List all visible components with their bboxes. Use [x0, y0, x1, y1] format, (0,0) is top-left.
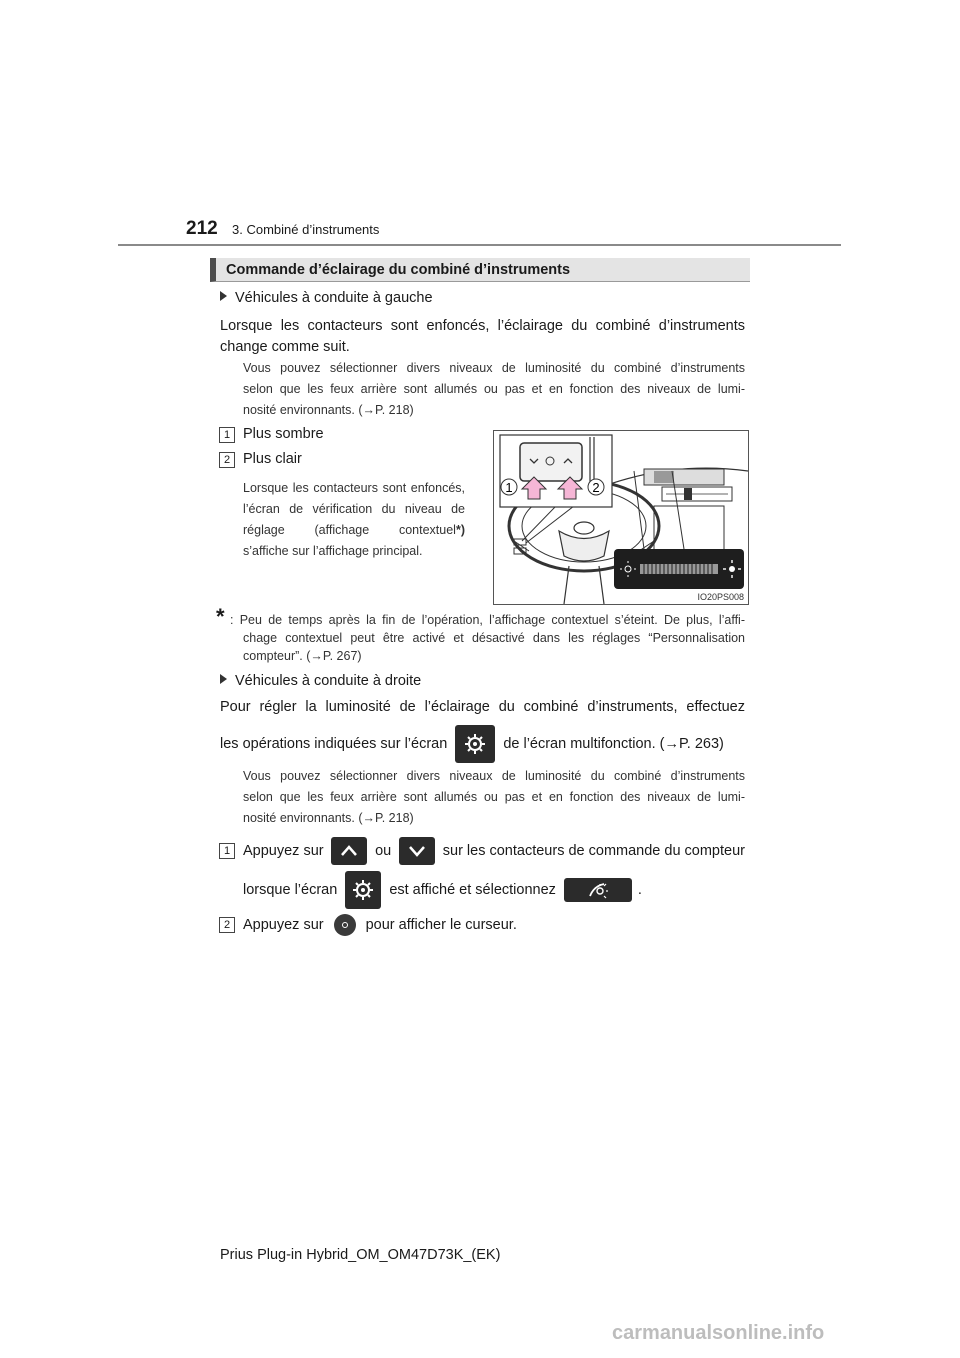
step1-text-b: ou	[375, 843, 392, 859]
step1-line2	[243, 870, 642, 910]
footer-document-id: Prius Plug-in Hybrid_OM_OM47D73K_(EK)	[220, 1247, 501, 1263]
chapter-title: 3. Combiné d’instruments	[232, 222, 380, 237]
meter-brightness-icon	[564, 878, 632, 902]
step1-text-d: lorsque l’écran	[243, 882, 338, 898]
triangle-bullet-icon	[220, 674, 227, 684]
sub-line3	[243, 520, 465, 540]
sub-line4: s’affiche sur l’affichage principal.	[243, 544, 423, 558]
step1-text-c: sur les contacteurs de commande du compteur	[442, 843, 745, 859]
step2-text-b: pour afficher le curseur.	[365, 917, 517, 933]
rhd-note-line1: Vous pouvez sélectionner divers niveaux de luminosité du combiné d’instruments	[243, 769, 745, 783]
step-number-1: 1	[219, 843, 235, 859]
lhd-note-line1: Vous pouvez sélectionner divers niveaux de luminosité du combiné d’instruments	[243, 361, 745, 375]
sub-line3-word1: réglage	[243, 523, 285, 537]
step2-text-a: Appuyez sur	[243, 917, 324, 933]
figure-callout-1: 1	[505, 480, 513, 495]
sub-line3-asterisk: *)	[455, 523, 465, 537]
rhd-heading	[220, 673, 421, 689]
lhd-heading-text: Véhicules à conduite à gauche	[235, 290, 433, 306]
lhd-note-line2: selon que les feux arrière sont allumés ou pas et en fonction des niveaux de lumi-	[243, 382, 745, 396]
item-darker: Plus sombre	[243, 426, 324, 442]
rhd-note-line3: nosité environnants. (→P. 218)	[243, 811, 414, 825]
step1-text-a: Appuyez sur	[243, 843, 324, 859]
ok-round-button-icon	[334, 914, 356, 936]
section-title: Commande d’éclairage du combiné d’instruments	[226, 262, 571, 278]
dashboard-figure	[493, 430, 749, 605]
footnote-line2: chage contextuel peut être activé et désactivé dans les réglages “Personnalisation	[243, 631, 745, 645]
step2-line	[243, 910, 517, 940]
footnote-line3: compteur”. (→P. 267)	[243, 649, 362, 663]
watermark: carmanualsonline.info	[612, 1322, 825, 1344]
rhd-intro-line2	[220, 724, 745, 764]
lhd-intro-line1: Lorsque les contacteurs sont enfoncés, l’éclairage du combiné d’instruments	[220, 318, 745, 334]
footnote-asterisk: *	[216, 604, 225, 629]
rhd-intro-line2-b: de l’écran multifonction. (→P. 263)	[503, 735, 724, 752]
step1-text-e: est affiché et sélectionnez	[389, 882, 556, 898]
step1-text-f: .	[637, 882, 642, 898]
dashboard-illustration	[494, 431, 748, 604]
item-number-1: 1	[219, 427, 235, 443]
triangle-bullet-icon	[220, 291, 227, 301]
sub-line3-contextual: contextuel	[398, 523, 456, 537]
rhd-note-line2: selon que les feux arrière sont allumés ou pas et en fonction des niveaux de lumi-	[243, 790, 745, 804]
rhd-intro-line1: Pour régler la luminosité de l’éclairage du combiné d’instruments, effectuez	[220, 699, 745, 715]
section-heading-box	[210, 258, 750, 282]
header-rule	[118, 244, 841, 246]
page-number: 212	[186, 218, 218, 239]
sub-line2: l’écran de vérification du niveau de	[243, 502, 465, 516]
lhd-intro-line2: change comme suit.	[220, 339, 350, 355]
up-arrow-button-icon	[331, 837, 367, 865]
footnote-line1: : Peu de temps après la fin de l’opération, l’affichage contextuel s’éteint. De plus, l’affi-	[230, 613, 745, 627]
figure-code: IO20PS008	[697, 592, 744, 602]
step-number-2: 2	[219, 917, 235, 933]
sub-line3-word2: (affichage	[314, 523, 370, 537]
down-arrow-button-icon	[399, 837, 435, 865]
figure-callout-2: 2	[592, 480, 600, 495]
sub-line1: Lorsque les contacteurs sont enfoncés,	[243, 481, 465, 495]
step1-line1	[243, 836, 745, 866]
sub-line3-word3	[399, 520, 465, 540]
lhd-note-line3: nosité environnants. (→P. 218)	[243, 403, 414, 417]
rhd-intro-line2-a: les opérations indiquées sur l’écran	[220, 735, 448, 752]
rhd-heading-text: Véhicules à conduite à droite	[235, 673, 422, 689]
settings-screen-icon	[345, 871, 381, 909]
settings-screen-icon	[455, 725, 495, 763]
lhd-heading	[220, 290, 433, 306]
item-brighter: Plus clair	[243, 451, 302, 467]
item-number-2: 2	[219, 452, 235, 468]
